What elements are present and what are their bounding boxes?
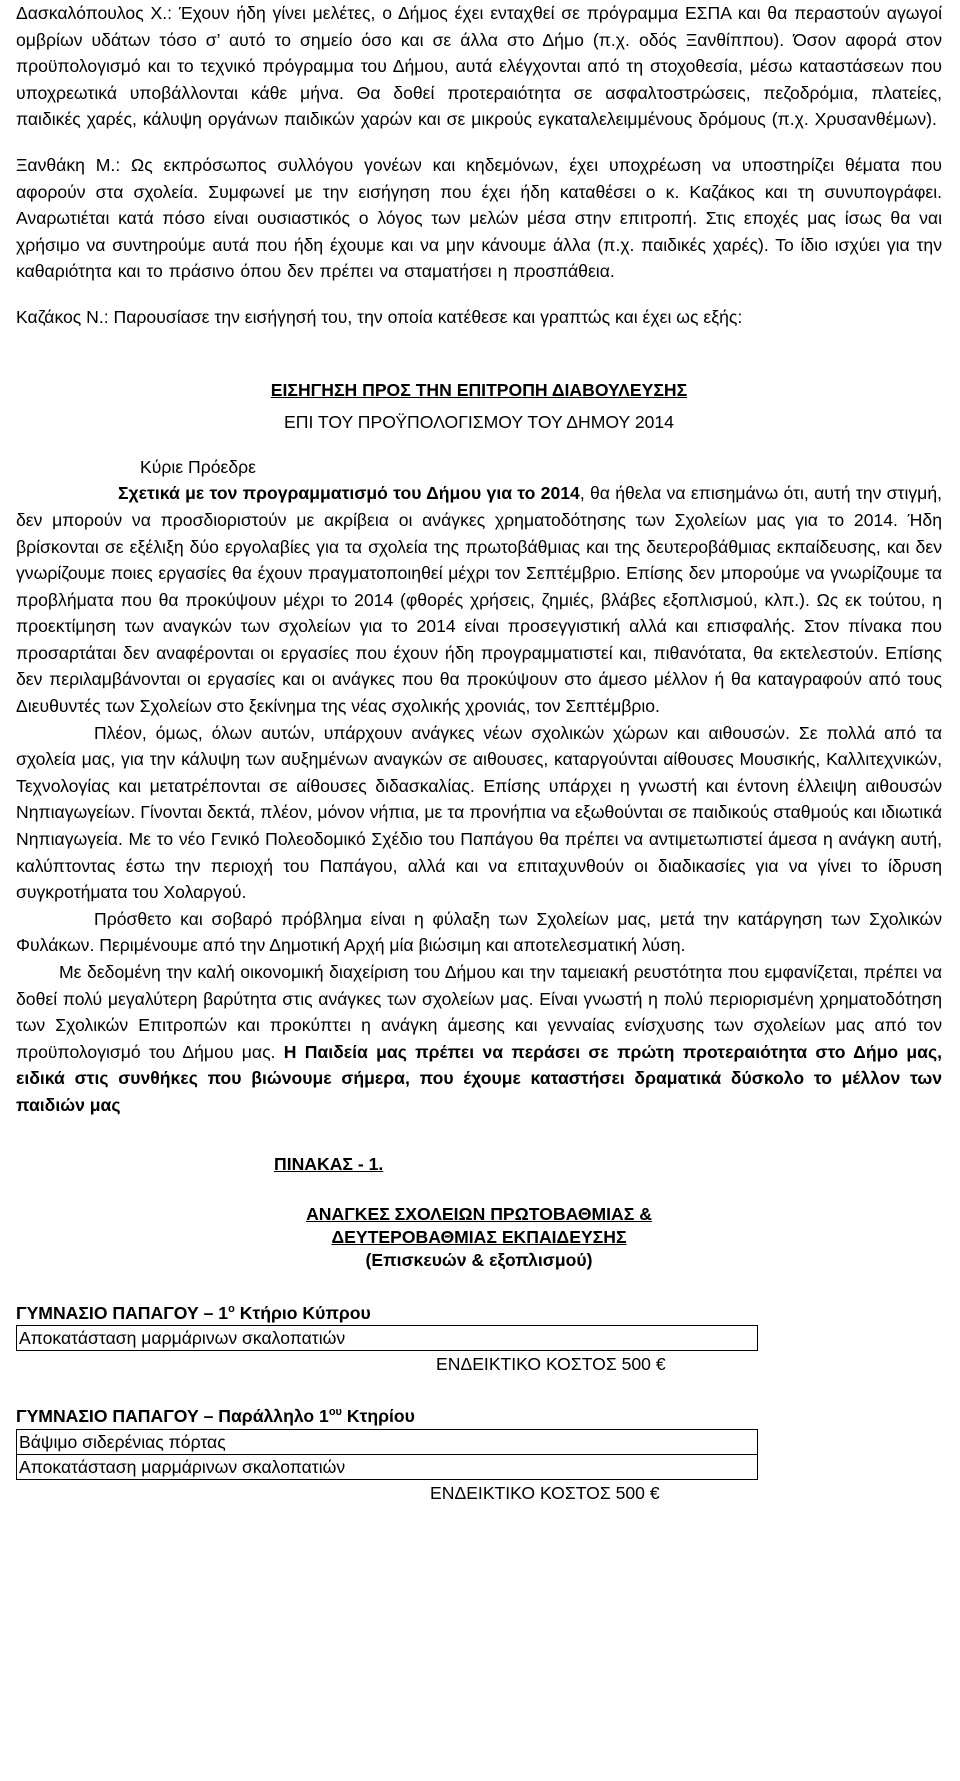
school-cost-2: ΕΝΔΕΙΚΤΙΚΟ ΚΟΣΤΟΣ 500 € xyxy=(430,1483,660,1504)
paragraph-xanthaki: Ξανθάκη Μ.: Ως εκπρόσωπος συλλόγου γονέων και κηδεμόνων, έχει υποχρέωση να υποστηρίζει θέματα που αφορούν στα σχολεία. Συμφωνεί με την εισήγηση που έχει ήδη καταθέσει ο κ. Καζάκος και τη συνυπογράφει. Αναρωτιέται κατά πόσο είναι ουσιαστικός ο λόγος των μελών μέσα στην επιτροπή. Στις εποχές μας ίσως θα ναι χρήσιμο να συντηρούμε αυτά που ήδη έχουμε και να μην κάνουμε άλλα (π.χ. παιδικές χαρές). Το ίδιο ισχύει για την καθαριότητα και το πράσινο όπου δεν πρέπει να σταματήσει η προσπάθεια. xyxy=(16,154,942,282)
body-paragraph-1-bold: Σχετικά με τον προγραμματισμό του Δήμου για το 2014 xyxy=(118,483,580,504)
school-items-box-2 xyxy=(16,1429,942,1480)
school-items-box-1 xyxy=(16,1325,942,1351)
body-paragraph-1 xyxy=(16,480,942,719)
body-paragraph-3: Πρόσθετο και σοβαρό πρόβλημα είναι η φύλαξη των Σχολείων μας, μετά την κατάργηση των Σχολικών Φυλάκων. Περιμένουμε από την Δημοτική Αρχή μία βιώσιμη και αποτελεσματική λύση. xyxy=(16,908,942,956)
school-item: Βάψιμο σιδερένιας πόρτας xyxy=(16,1429,758,1454)
body-paragraph-2: Πλέον, όμως, όλων αυτών, υπάρχουν ανάγκες νέων σχολικών χώρων και αιθουσών. Σε πολλά από τα σχολεία μας, για την κάλυψη των αυξημένων αναγκών σε αιθουσες, καταργούνται αίθουσες Μουσικής, Καλλιτεχνικών, Τεχνολογίας και μετατρέπονται σε αίθουσες διδασκαλίας. Επίσης υπάρχει η γνωστή και έντονη έλλειψη αιθουσών Νηπιαγωγείων. Γίνονται δεκτά, πλέον, μόνον νήπια, με τα προνήπια να εξωθούνται σε παιδικούς σταθμούς και ιδιωτικά Νηπιαγωγεία. Με το νέο Γενικό Πολεοδομικό Σχέδιο του Παπάγου θα πρέπει να αντιμετωπιστεί άμεσα η ανάγκη αυτή, καλύπτοντας έστω την περιοχή του Παπάγου, αλλά και να επιταχυνθούν οι διαδικασίες για να γίνει το ίδρυση συγκροτήματα του Χολαργού. xyxy=(16,722,942,903)
body-paragraph-4-plain: Με δεδομένη την καλή οικονομική διαχείριση του Δήμου και την ταμειακή ρευστότητα που εμφανίζεται, πρέπει να δοθεί πολύ μεγαλύτερη βαρύτητα στις ανάγκες των σχολείων μας. Είναι γνωστή η πολύ περιορισμένη χρηματοδότηση των Σχολικών Επιτροπών και προκύπτει η ανάγκη άμεσης και γενναίας ενίσχυσης των σχολείων μας από τον προϋπολογισμό του Δήμου μας. xyxy=(16,962,942,1062)
school-title-1: ΓΥΜΝΑΣΙΟ ΠΑΠΑΓΟΥ – $1^o$ Κτήριο Κύπρου xyxy=(16,1302,371,1323)
document-page xyxy=(16,0,942,1506)
table-heading-line3: (Επισκευών & εξοπλισμού) xyxy=(365,1249,593,1270)
table-heading-line2: ΔΕΥΤΕΡΟΒΑΘΜΙΑΣ ΕΚΠΑΙΔΕΥΣΗΣ xyxy=(331,1226,627,1247)
school-cost-1: ΕΝΔΕΙΚΤΙΚΟ ΚΟΣΤΟΣ 500 € xyxy=(436,1354,666,1375)
paragraph-daskalopoulos: Δασκαλόπουλος Χ.: Έχουν ήδη γίνει μελέτες, ο Δήμος έχει ενταχθεί σε πρόγραμμα ΕΣΠΑ και θα περαστούν αγωγοί ομβρίων υδάτων τόσο σ’ αυτό το σημείο όσο και σε άλλα στο Δήμο (π.χ. οδός Ξανθίππου). Όσον αφορά στον προϋπολογισμό και το τεχνικό πρόγραμμα του Δήμου, αυτά ελέγχονται από τη στοχοθεσία, μέσω καταστάσεων που υποχρεωτικά υποβάλλονται κάθε μήνα. Θα δοθεί προτεραιότητα σε ασφαλτοστρώσεις, πεζοδρόμια, πλατείες, παιδικές χαρές, κάλυψη οργάνων παιδικών χαρών και σε μικρούς εγκαταλελειμμένους δρόμους (π.χ. Χρυσανθέμων). xyxy=(16,3,942,130)
school-item: Αποκατάσταση μαρμάρινων σκαλοπατιών xyxy=(16,1454,758,1480)
body-paragraph-4-bold: Η Παιδεία μας πρέπει να περάσει σε πρώτη προτεραιότητα στο Δήμο μας, ειδικά στις συνθήκες που βιώνουμε σήμερα, που έχουμε καταστήσει δραματικά δύσκολο το μέλλον των παιδιών μας xyxy=(16,1041,942,1115)
proposal-subtitle: ΕΠΙ ΤΟΥ ΠΡΟΫΠΟΛΟΓΙΣΜΟΥ ΤΟΥ ΔΗΜΟΥ 2014 xyxy=(284,412,674,433)
body-paragraph-1-rest: , θα ήθελα να επισημάνω ότι, αυτή την στιγμή, δεν μπορούν να προσδιοριστούν με ακρίβεια οι ανάγκες χρηματοδότησης των Σχολείων μας για το 2014. Ήδη βρίσκονται σε εξέλιξη δύο εργολαβίες για τα σχολεία της πρωτοβάθμιας και της δευτεροβάθμιας εκπαίδευσης, και δεν γνωρίζουμε ποιες εργασίες θα έχουν πραγματοποιηθεί μέχρι τον Σεπτέμβριο. Επίσης δεν μπορούμε να γνωρίζουμε τα προβλήματα που θα προκύψουν μέχρι το 2014 (φθορές χρήσεις, ζημιές, βλάβες εξοπλισμού, κλπ.). Ως εκ τούτου, η προεκτίμηση των αναγκών των σχολείων για το 2014 είναι προσεγγιστική αλλά και επισφαλής. Στον πίνακα που προσαρτάται δεν αναφέρονται οι εργασίες που έχουν ήδη προγραμματιστεί και, πιθανότατα, θα εκτελεστούν. Επίσης δεν περιλαμβάνονται οι εργασίες και οι ανάγκες που θα προκύψουν στο άμεσο μέλλον ή θα καταγραφούν από τους Διευθυντές των Σχολείων στο ξεκίνημα της νέας σχολικής χρονιάς, τον Σεπτέμβριο. xyxy=(16,483,942,717)
table-label: ΠΙΝΑΚΑΣ - 1. xyxy=(274,1153,384,1174)
body-paragraph-4 xyxy=(16,959,942,1119)
school-block-1 xyxy=(16,1296,942,1378)
table-heading-line1: ΑΝΑΓΚΕΣ ΣΧΟΛΕΙΩΝ ΠΡΩΤΟΒΑΘΜΙΑΣ & xyxy=(306,1203,652,1224)
school-block-2 xyxy=(16,1399,942,1506)
school-title-2: ΓΥΜΝΑΣΙΟ ΠΑΠΑΓΟΥ – Παράλληλο $1^{o\upsilon}$ Κτηρίου xyxy=(16,1406,415,1427)
proposal-title: ΕΙΣΗΓΗΣΗ ΠΡΟΣ ΤΗΝ ΕΠΙΤΡΟΠΗ ΔΙΑΒΟΥΛΕΥΣΗΣ xyxy=(270,379,688,400)
paragraph-kazakos: Καζάκος Ν.: Παρουσίασε την εισήγησή του, την οποία κατέθεσε και γραπτώς και έχει ως εξής: xyxy=(16,306,743,327)
salutation: Κύριε Πρόεδρε xyxy=(140,456,256,477)
school-item: Αποκατάσταση μαρμάρινων σκαλοπατιών xyxy=(16,1325,758,1351)
